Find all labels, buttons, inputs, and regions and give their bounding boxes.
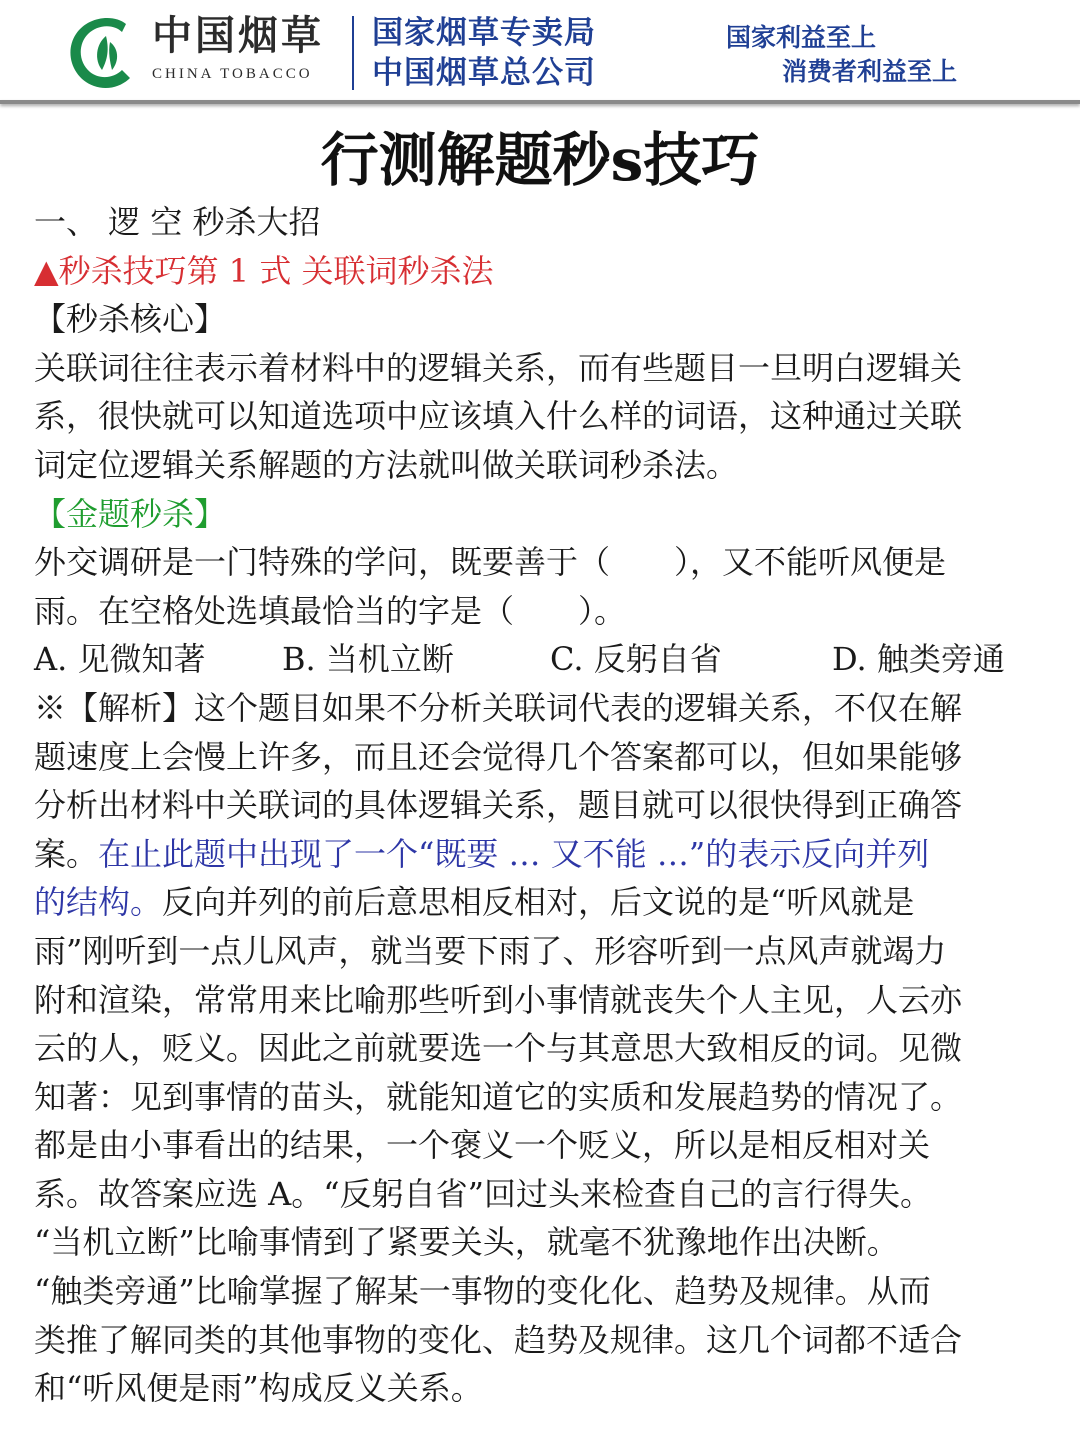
section-heading: 一、 逻 空 秒杀大招	[34, 203, 321, 241]
logo-chinese-text: 中国烟草	[152, 13, 324, 59]
analysis-line: 和“听风便是雨”构成反义关系。	[34, 1369, 483, 1408]
org-name-line2: 中国烟草总公司	[372, 55, 596, 91]
analysis-text: 案。	[34, 834, 99, 873]
article-body	[34, 198, 1046, 1413]
analysis-line: 知著：见到事情的苗头，就能知道它的实质和发展趋势的情况了。	[34, 1077, 963, 1116]
core-text-line: 词定位逻辑关系解题的方法就叫做关联词秒杀法。	[34, 445, 739, 484]
logo-english-text: CHINA TOBACCO	[152, 66, 313, 82]
core-text-line: 系，很快就可以知道选项中应该填入什么样的词语，这种通过关联	[34, 397, 963, 436]
analysis-line: 分析出材料中关联词的具体逻辑关系，题目就可以很快得到正确答	[34, 786, 963, 825]
header-divider	[352, 16, 354, 90]
analysis-line: 都是由小事看出的结果，一个褒义一个贬义，所以是相反相对关	[34, 1126, 931, 1165]
example-label: 【金题秒杀】	[34, 494, 227, 533]
slogan-line2: 消费者利益至上	[782, 57, 958, 86]
analysis-line: 附和渲染，常常用来比喻那些听到小事情就丧失个人主见，人云亦	[34, 980, 963, 1019]
analysis-line: 系。故答案应选 A。“反躬自省”回过头来检查自己的言行得失。	[34, 1174, 933, 1213]
analysis-line	[34, 830, 1046, 879]
question-line: 外交调研是一门特殊的学问，既要善于（ ），又不能听风便是	[34, 543, 947, 582]
analysis-line: 类推了解同类的其他事物的变化、趋势及规律。这几个词都不适合	[34, 1320, 963, 1359]
analysis-line: 雨”刚听到一点儿风声，就当要下雨了、形容听到一点风声就竭力	[34, 931, 947, 970]
analysis-line: “触类旁通”比喻掌握了解某一事物的变化化、趋势及规律。从而	[34, 1272, 931, 1311]
page-title: 行测解题秒s技巧	[320, 126, 760, 194]
technique-title: ▲秒杀技巧第 1 式 关联词秒杀法	[34, 251, 494, 290]
answer-options	[34, 635, 1046, 684]
analysis-line: “当机立断”比喻事情到了紧要关头，就毫不犹豫地作出决断。	[34, 1223, 899, 1262]
question-line: 雨。在空格处选填最恰当的字是（ ）。	[34, 591, 627, 630]
analysis-highlight: 的结构。	[34, 883, 163, 922]
header-banner	[0, 0, 1080, 100]
analysis-line: ※【解析】这个题目如果不分析关联词代表的逻辑关系，不仅在解	[34, 688, 963, 727]
option-a: A. 见微知著	[34, 640, 206, 679]
analysis-text: 反向并列的前后意思相反相对，后文说的是“听风就是	[162, 883, 915, 922]
option-d: D. 触类旁通	[832, 640, 1005, 679]
org-name-line1: 国家烟草专卖局	[372, 15, 596, 51]
analysis-line	[34, 878, 1046, 927]
option-c: C. 反躬自省	[550, 640, 722, 679]
core-label: 【秒杀核心】	[34, 300, 227, 339]
china-tobacco-logo-icon	[66, 12, 142, 90]
slogan-line1: 国家利益至上	[726, 23, 877, 52]
analysis-highlight: 在止此题中出现了一个“既要 … 又不能 …”的表示反向并列	[98, 834, 930, 873]
analysis-line: 题速度上会慢上许多，而且还会觉得几个答案都可以，但如果能够	[34, 737, 963, 776]
analysis-line: 云的人，贬义。因此之前就要选一个与其意思大致相反的词。见微	[34, 1029, 963, 1068]
option-b: B. 当机立断	[282, 640, 454, 679]
header-rule	[0, 100, 1080, 104]
core-text-line: 关联词往往表示着材料中的逻辑关系，而有些题目一旦明白逻辑关	[34, 348, 963, 387]
